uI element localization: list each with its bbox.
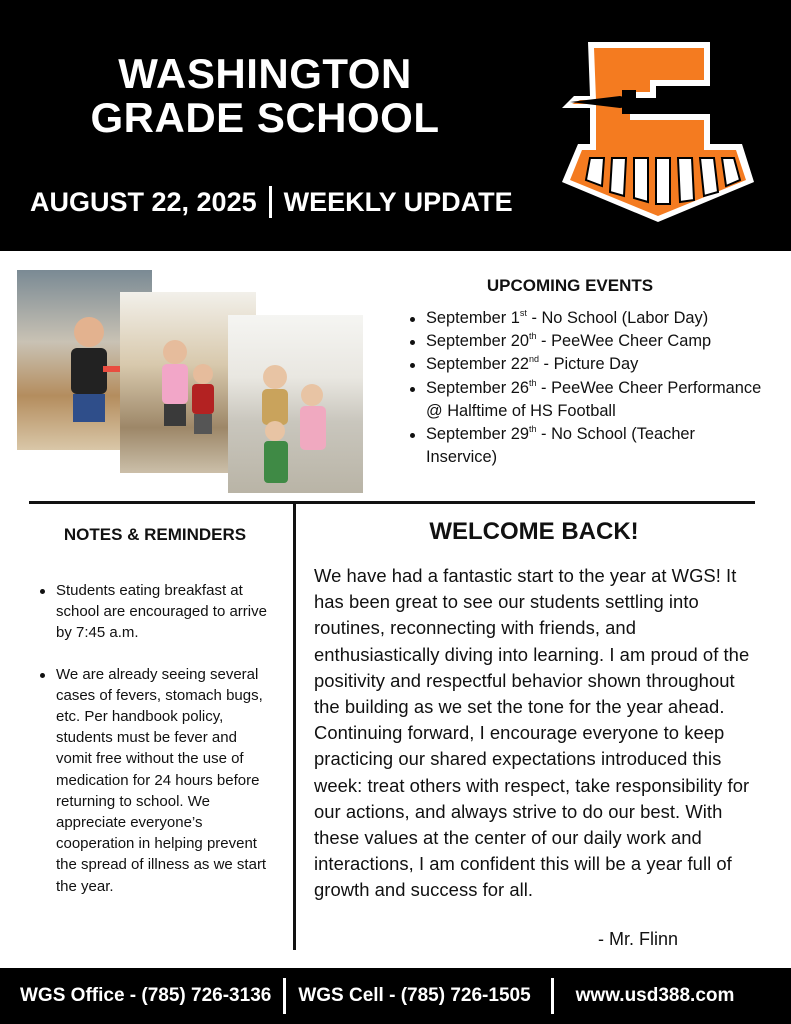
note-item: We are already seeing several cases of fevers, stomach bugs, etc. Per handbook policy, students must be fever and vomit free without the use of medication for 24 hours before returning to school. We appreciate everyone’s cooperation in helping prevent the spread of illness as we start the year. — [38, 664, 274, 897]
issue-date: AUGUST 22, 2025 — [30, 186, 257, 217]
website-link[interactable]: www.usd388.com — [575, 985, 735, 1006]
upcoming-events-list — [408, 307, 768, 469]
school-e-logo-icon — [560, 40, 756, 222]
cell-phone: WGS Cell - (785) 726-1505 — [298, 985, 531, 1006]
students-group-icon — [228, 315, 363, 493]
footer-bar — [0, 968, 791, 1024]
school-name — [60, 52, 470, 140]
school-name-line1: WASHINGTON — [118, 50, 412, 97]
note-item: Students eating breakfast at school are encouraged to arrive by 7:45 a.m. — [38, 580, 274, 644]
event-item: September 26th - PeeWee Cheer Performance @ Halftime of HS Football — [408, 377, 768, 423]
issue-line — [30, 186, 513, 218]
event-item: September 29th - No School (Teacher Inservice) — [408, 423, 768, 469]
horizontal-divider — [29, 501, 755, 504]
divider — [551, 978, 554, 1014]
welcome-title: WELCOME BACK! — [429, 518, 639, 545]
photo-students-3 — [228, 315, 363, 493]
upcoming-events-title: UPCOMING EVENTS — [486, 276, 654, 295]
welcome-body: We have had a fantastic start to the year at WGS! It has been great to see our students settling into routines, reconnecting with friends, and enthusiastically diving into learning. I am proud of the positivity and respectful behavior shown throughout the building as we set the tone for the year ahead. Continuing forward, I encourage everyone to keep practicing our shared expectations introduced this week: treat others with respect, take responsibility for our actions, and always strive to do our best. With these values at the center of our daily work and interactions, I am confident this will be a year full of growth and success for all. — [314, 565, 750, 901]
divider — [269, 186, 272, 218]
divider — [283, 978, 286, 1014]
signature: - Mr. Flinn — [598, 929, 679, 949]
school-name-line2: GRADE SCHOOL — [90, 94, 440, 141]
event-item: September 1st - No School (Labor Day) — [408, 307, 768, 330]
issue-label: WEEKLY UPDATE — [283, 186, 513, 217]
notes-title: NOTES & REMINDERS — [63, 525, 247, 544]
event-item: September 22nd - Picture Day — [408, 353, 768, 376]
notes-list — [38, 580, 274, 897]
office-phone: WGS Office - (785) 726-3136 — [20, 985, 272, 1006]
vertical-divider — [293, 504, 296, 950]
header-banner — [0, 0, 791, 251]
event-item: September 20th - PeeWee Cheer Camp — [408, 330, 768, 353]
